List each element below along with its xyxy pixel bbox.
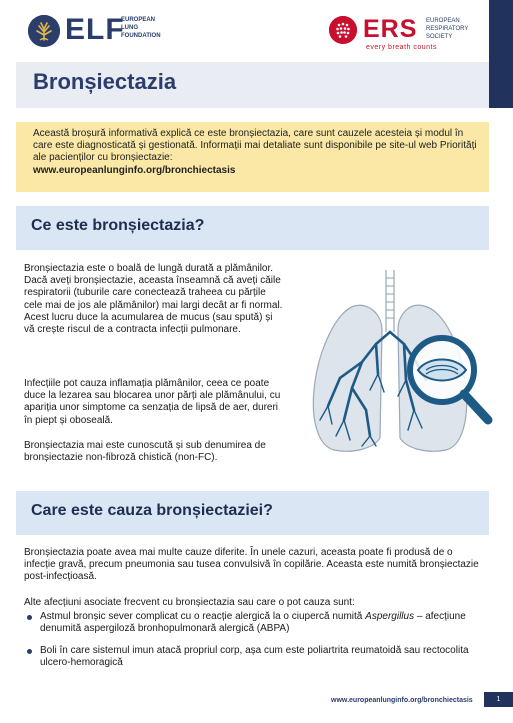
bullet-icon: [27, 615, 32, 620]
header-accent-strip: [489, 0, 513, 108]
bullet-icon: [27, 649, 32, 654]
ers-lungs-logo-icon: [329, 16, 357, 44]
ers-full-name: EUROPEAN RESPIRATORY SOCIETY: [426, 18, 469, 40]
bullet-item: Boli în care sistemul imun atacă propriul corp, așa cum este poliartrita reumatoidă sau rectocolita ulcero-hemoragică: [40, 645, 469, 669]
section-title-what-is: Ce este bronșiectazia?: [31, 217, 205, 234]
section1-paragraph: Bronșiectazia mai este cunoscută și sub denumirea de bronșiectazie non-fibroză chistică (non-FC).: [24, 440, 266, 464]
section1-paragraph: Bronșiectazia este o boală de lungă durată a plămânilor. Dacă aveți bronșiectazie, aceasta înseamnă că aveți căile respiratorii (tuburile care conectează traheea cu părțile cele mai de jos ale plămânilor) mai largi decât ar fi normal. Acest lucru duce la acumularea de mucus (sau spută) și vă crește riscul de a contracta infecții pulmonare.: [24, 263, 283, 336]
section1-paragraph: Infecțiile pot cauza inflamația plămânilor, ceea ce poate duce la lezarea sau blocarea unor părți ale plămânului, cu apariția unor simptome ca senzația de lipsă de aer, dureri în piept și oboseală.: [24, 378, 281, 426]
elf-logo-text: ELF: [65, 13, 125, 46]
ers-tagline: every breath counts: [366, 44, 437, 51]
page-number: 1: [484, 692, 513, 707]
section-title-causes: Care este cauza bronșiectaziei?: [31, 502, 273, 519]
elf-tree-logo-icon: [28, 15, 60, 47]
intro-paragraph: Această broșură informativă explică ce este bronșiectazia, care sunt cauzele acesteia și modul în care este diagnosticată și gestionată. Informații mai detaliate sunt disponibile pe site-ul web Priorități ale pacienților cu bronșiectazie:: [33, 128, 477, 164]
intro-website-link[interactable]: www.europeanlunginfo.org/bronchiectasis: [33, 164, 236, 176]
ers-logo-text: ERS: [363, 15, 418, 43]
page-title: Bronșiectazia: [33, 69, 177, 94]
footer-website-link[interactable]: www.europeanlunginfo.org/bronchiectasis: [331, 697, 473, 704]
section2-paragraph: Alte afecțiuni asociate frecvent cu bronșiectazia sau care o pot cauza sunt:: [24, 597, 355, 608]
section2-paragraph: Bronșiectazia poate avea mai multe cauze diferite. În unele cazuri, aceasta poate fi produsă de o infecție gravă, precum pneumonia sau tusea convulsivă în copilărie. Aceasta este numită bronșiectazie post-infecțioasă.: [24, 547, 479, 583]
elf-full-name: EUROPEAN LUNG FOUNDATION: [121, 17, 161, 39]
lungs-magnifier-icon: [296, 270, 496, 470]
intro-text: [33, 128, 478, 177]
bullet-item: Astmul bronșic sever complicat cu o reacție alergică la o ciupercă numită Aspergillus – afecțiune denumită aspergiloză bronhopulmonară alergică (ABPA): [40, 611, 466, 635]
